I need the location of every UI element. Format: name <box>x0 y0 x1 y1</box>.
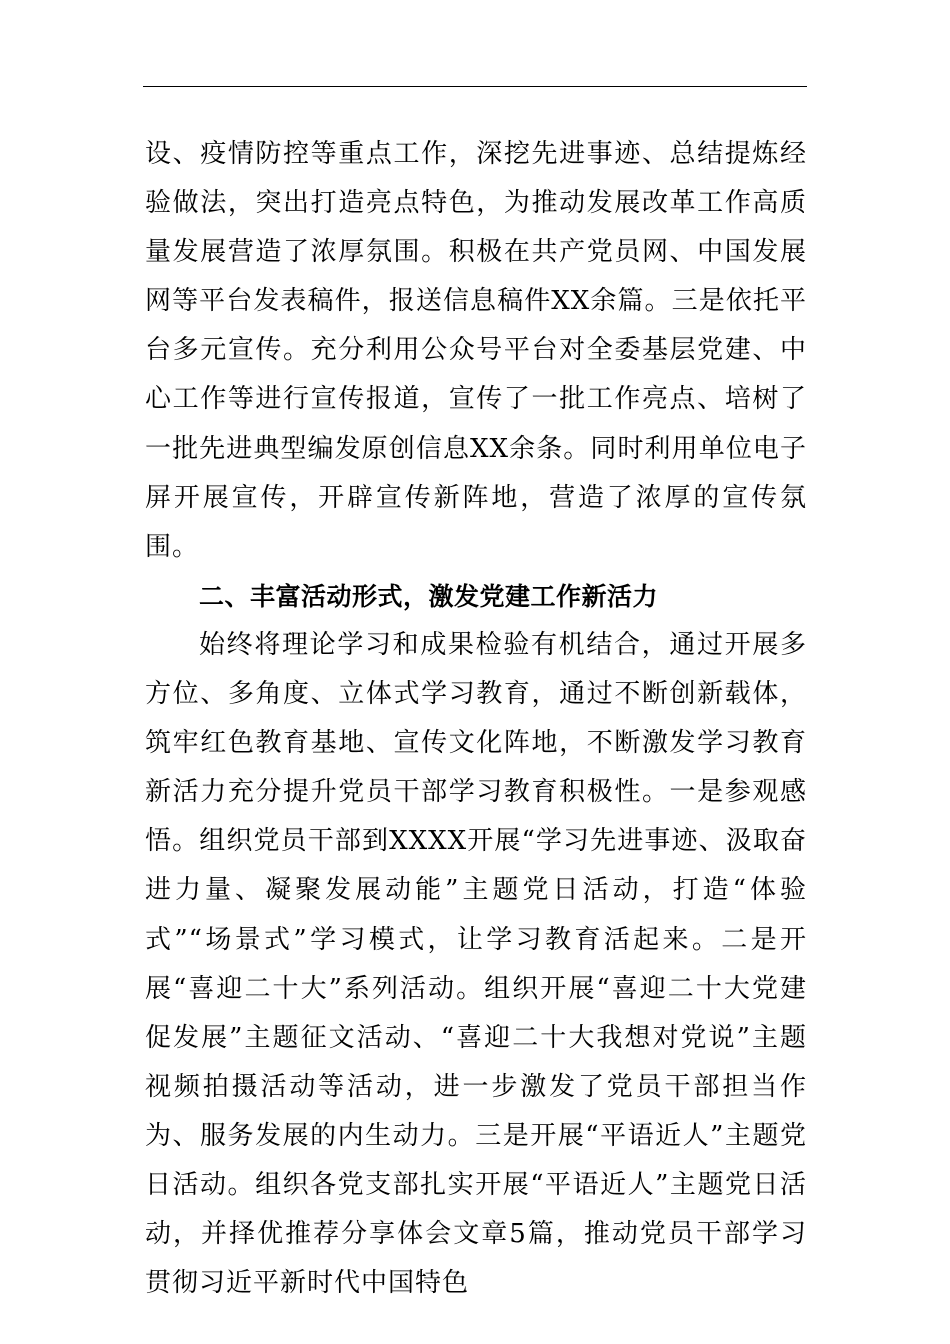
header-rule <box>143 86 807 87</box>
document-body <box>145 130 807 1308</box>
paragraph-section-two: 始终将理论学习和成果检验有机结合，通过开展多方位、多角度、立体式学习教育，通过不断创新载体，筑牢红色教育基地、宣传文化阵地，不断激发学习教育新活力充分提升党员干部学习教育积极性。一是参观感悟。组织党员干部到XXXX开展“学习先进事迹、汲取奋进力量、凝聚发展动能”主题党日活动，打造“体验式”“场景式”学习模式，让学习教育活起来。二是开展“喜迎二十大”系列活动。组织开展“喜迎二十大党建促发展”主题征文活动、“喜迎二十大我想对党说”主题视频拍摄活动等活动，进一步激发了党员干部担当作为、服务发展的内生动力。三是开展“平语近人”主题党日活动。组织各党支部扎实开展“平语近人”主题党日活动，并择优推荐分享体会文章5篇，推动党员干部学习贯彻习近平新时代中国特色 <box>145 629 807 1299</box>
paragraph-continued: 设、疫情防控等重点工作，深挖先进事迹、总结提炼经验做法，突出打造亮点特色，为推动发展改革工作高质量发展营造了浓厚氛围。积极在共产党员网、中国发展网等平台发表稿件，报送信息稿件XX余篇。三是依托平台多元宣传。充分利用公众号平台对全委基层党建、中心工作等进行宣传报道，宣传了一批工作亮点、培树了一批先进典型编发原创信息XX余条。同时利用单位电子屏开展宣传，开辟宣传新阵地，营造了浓厚的宣传氛围。 <box>145 139 807 562</box>
section-heading: 二、丰富活动形式，激发党建工作新活力 <box>199 581 659 611</box>
